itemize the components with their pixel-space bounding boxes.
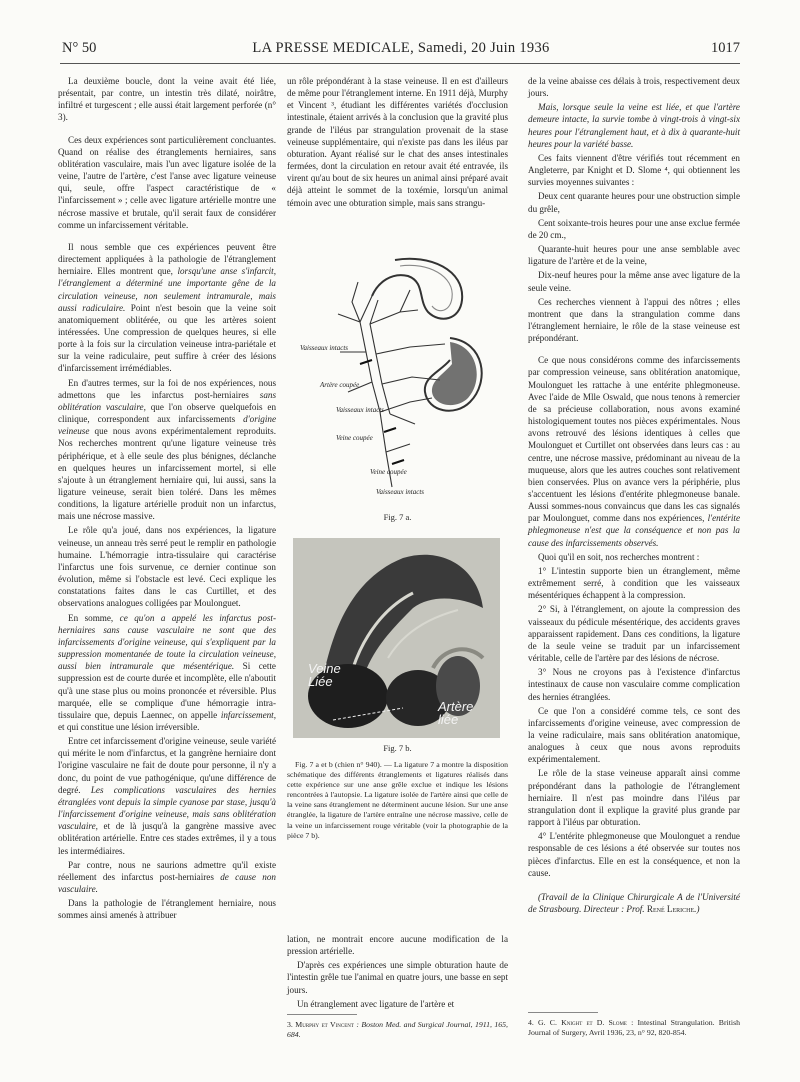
paragraph: Le rôle de la stase veineuse apparaît ainsi comme prépondérant dans la pathologie de l'étranglement herniaire. Il n'est pas moindre dans l'iléus par strangulation dont il explique la gravité plus grande par rapport à l'iléus par obturation. — [528, 768, 740, 828]
column-3 — [528, 75, 740, 917]
paragraph: de la veine abaisse ces délais à trois, respectivement deux jours. — [528, 76, 740, 99]
paragraph: Ce que nous considérons comme des infarcissements par compression veineuse, sans oblitération anatomique, Moulonguet les rattache à une entérite phlegmoneuse. Avec l'aide de Mlle Oswald, que nous tenons à remercier de sa précieuse collaboration, nous avons examiné histologiquement toutes nos pièces expérimentales. Nous avons retrouvé des lésions identiques à celles que Moulonguet et Curtillet ont observées dans leurs cas : au centre, une nécrose massive, prédominant au niveau de la muqueuse, alors que les autres couches sont relativement bien conservées. Plus on avance vers la périphérie, plus s'accentuent les lésions d'entérite phlegmoneuse banale. Aussi sommes-nous convaincus que dans les cas signalés par Moulonguet, comme dans nos expériences, l'entérite phlegmoneuse n'est que la conséquence et non pas la cause des infarcissements observés. — [528, 355, 740, 548]
photo-label-artere: Artère liée — [438, 699, 474, 727]
paragraph: lation, ne montrait encore aucune modification de la pression artérielle. — [287, 934, 508, 957]
label-vaisseaux-intacts-1: Vaisseaux intacts — [300, 344, 349, 352]
paragraph: Un étranglement avec ligature de l'artère et — [297, 998, 455, 1009]
page-header — [62, 40, 740, 60]
list-item: Quarante-huit heures pour une anse semblable avec ligature de l'artère et de la veine, — [528, 244, 740, 267]
conclusion-item: 3° Nous ne croyons pas à l'existence d'infarctus intestinaux de cause non vasculaire comme complication des hernies étranglées. — [528, 667, 740, 702]
footnote-rule — [287, 1014, 357, 1015]
paragraph: Ce que l'on a considéré comme tels, ce sont des infarcissements d'origine veineuse, avec compression de la veine radiculaire, mais sans oblitération anatomique, analogues à ceux que nous avons reproduits expérimentalement. — [528, 705, 740, 765]
footnote-rule — [528, 1012, 598, 1013]
column-2-bottom — [287, 933, 508, 1012]
column-2-top — [287, 75, 508, 211]
page-number: 1017 — [711, 40, 740, 56]
affiliation-note: (Travail de la Clinique Chirurgicale A de l'Université de Strasbourg. Directeur : Prof. René Leriche.) — [528, 891, 740, 914]
header-rule — [60, 63, 740, 64]
conclusion-item: 4° L'entérite phlegmoneuse que Moulonguet a rendue responsable de ces lésions a été observée sur toutes nos pièces d'infarctus. Elle en est la conséquence, et non la cause. — [528, 831, 740, 878]
issue-number: N° 50 — [62, 40, 97, 56]
photo-label-veine: Veine Liée — [308, 661, 341, 689]
paragraph: En somme, ce qu'on a appelé les infarctus post-herniaires sans cause vasculaire ne sont que des infarcissements d'origine veineuse, qui s'expliquent par la suppression momentanée de toute la circulation veineuse, aussi bien intramurale que mésentérique. Si cette suppression est de courte durée et incomplète, elle n'aboutit qu'à une stase plus ou moins prononcée et réversible. Plus marquée, elle se complique d'une hémorragie intra-tissulaire que, depuis Laennec, on appelle infarcissement, et qui constitue une lésion irréversible. — [58, 612, 277, 732]
paragraph: Il nous semble que ces expériences peuvent être directement appliquées à la pathologie de l'étranglement herniaire. Elles montrent que, lorsqu'une anse s'infarcit, l'étranglement a déterminé une importante gêne de la circulation veineuse, non seulement intramurale, mais aussi radiculaire. Point n'est besoin que la veine soit anatomiquement oblitérée, ou que les artères soient intéressées. Une compression de quelques heures, si elle porte à la fois sur la circulation veineuse intra-pariétale et sur la veine radiculaire, peut suffire à créer des lésions d'infarcissement irrémédiables. — [58, 241, 276, 374]
figure-7b-caption: Fig. 7 b. — [383, 743, 412, 753]
label-vaisseaux-intacts-2: Vaisseaux intacts — [336, 406, 385, 414]
paragraph: Ces recherches viennent à l'appui des nôtres ; elles montrent que dans la strangulation comme dans l'étranglement herniaire, le rôle de la stase veineuse est prépondérant. — [528, 296, 740, 344]
paragraph: Par contre, nous ne saurions admettre qu'il existe réellement des infarctus post-herniaires de cause non vasculaire. — [58, 859, 276, 894]
journal-title: LA PRESSE MEDICALE, Samedi, 20 Juin 1936 — [252, 40, 550, 56]
footnote-4: 4. G. C. Knight et D. Slome : Intestinal Strangulation. British Journal of Surgery, Avril 1936, 23, n° 92, 820-854. — [528, 1018, 740, 1037]
footnote-3: 3. Murphy et Vincent : Boston Med. and Surgical Journal, 1911, 165, 684. — [287, 1020, 508, 1039]
paragraph: Dans la pathologie de l'étranglement herniaire, nous sommes ainsi amenés à attribuer — [58, 898, 276, 921]
label-artere-coupee: Artère coupée — [320, 381, 360, 389]
paragraph: Ces faits viennent d'être vérifiés tout récemment en Angleterre, par Knight et D. Slome ⁴, qui obtiennent les survies moyennes suivantes : — [528, 152, 740, 188]
conclusion-item: 1° L'intestin supporte bien un étranglement, même extrêmement serré, à condition que les vaisseaux mésentériques échappent à la compression. — [528, 565, 740, 601]
label-veine-coupee-1: Veine coupée — [336, 434, 373, 442]
figure-legend: Fig. 7 a et b (chien n° 940). — La ligature 7 a montre la disposition schématique des différents étranglements et ligatures réalisés dans cette expérience sur une anse grêle exclue et indique les lésions rencontrées à l'autopsie. La ligature isolée de l'artère ainsi que celle de la veine sans étranglement ne déterminent aucune lésion. Sur une anse étranglée, la ligature de l'artère entraîne une nécrose massive, celle de la veine un infarcissement rouge véritable (voir la photographie de la pièce 7 b). — [287, 760, 508, 840]
figure-7a-caption: Fig. 7 a. — [383, 512, 412, 522]
column-1 — [58, 75, 276, 923]
paragraph: La deuxième boucle, dont la veine avait été liée, présentait, par contre, un intestin très dilaté, noirâtre, infiltré et turgescent ; elle aussi était largement perforée (n° 3). — [58, 76, 276, 123]
paragraph: D'après ces expériences une simple obturation haute de l'intestin grêle tue l'animal en quatre jours, une basse en sept jours. — [287, 960, 508, 995]
paragraph: un rôle prépondérant à la stase veineuse. Il en est d'ailleurs de même pour l'étranglement interne. En 1911 déjà, Murphy et Vincent ³, étudiant les différentes variétés d'occlusion intestinale, étaient arrivés à la conclusion que la gravité plus grande de l'iléus par strangulation provenait de la stase veineuse supplémentaire, qui n'existe pas dans les iléus par obturation. Ayant réalisé sur le chat des anses intestinales fermées, dont la circulation en retour avait été entravée, ils virent qu'au bout de six heures un animal ainsi préparé avait déjà atteint le sommet de la toxémie, lorsqu'un animal témoin avec une obturation simple, mais sans strangu- — [287, 76, 508, 208]
label-vaisseaux-intacts-3: Vaisseaux intacts — [376, 488, 425, 496]
paragraph: Quoi qu'il en soit, nos recherches montrent : — [538, 551, 700, 562]
list-item: Cent soixante-trois heures pour une anse exclue fermée de 20 cm., — [528, 217, 740, 240]
paragraph: Entre cet infarcissement d'origine veineuse, seule variété qui mérite le nom d'infarctus, et la gangrène herniaire dont l'origine vasculaire ne fait de doute pour personne, il n'y a donc, du point de vue pathogénique, qu'une différence de degré. Les complications vasculaires des hernies étranglées vont depuis la simple cyanose par stase, jusqu'à l'infarcissement d'origine veineuse, mais sans oblitération vasculaire, et de là jusqu'à la gangrène massive avec oblitération artérielle. Entre ces stades extrêmes, il y a tous les intermédiaires. — [58, 736, 276, 856]
paragraph: Le rôle qu'a joué, dans nos expériences, la ligature veineuse, un anneau très serré peut le remplir en pathologie humaine. L'hémorragie intra-tissulaire qui caractérise l'infarctus une fois survenue, ce dernier continue son évolution, même si l'obstacle est levé. Ceci explique les constatations faites dans le cas Curtillet, et des observations analogues colligées par Moulonguet. — [58, 525, 276, 609]
list-item: Dix-neuf heures pour la même anse avec ligature de la seule veine. — [528, 270, 740, 293]
list-item: Deux cent quarante heures pour une obstruction simple du grêle, — [528, 191, 740, 214]
label-veine-coupee-2: Veine coupée — [370, 468, 407, 476]
paragraph: Mais, lorsque seule la veine est liée, et que l'artère demeure intacte, la survie tombe à vingt-trois à vingt-six heures pour l'étranglement haut, et à dix à quarante-huit heures pour la variété basse. — [528, 102, 740, 149]
figure-7a-diagram — [300, 252, 490, 502]
paragraph: En d'autres termes, sur la foi de nos expériences, nous admettons que les infarctus post-herniaires sans oblitération vasculaire, que l'on observe quelquefois en clinique, correspondent aux infarcissements d'origine veineuse que nous avons expérimentalement reproduits. Nos recherches montrent qu'une ligature veineuse très périphérique, et à elle seule des plus bénignes, déclanche en quelques heures un infarcissement mortel, si elle s'ajoute à un étranglement herniaire qui, lui aussi, sans la ligature veineuse, serait bien toléré. Dans les mêmes conditions, la ligature artérielle produit non un infarctus, mais une nécrose massive. — [58, 377, 277, 522]
paragraph: Ces deux expériences sont particulièrement concluantes. Quand on réalise des étranglements herniaires, sans oblitération vasculaire, mais l'un avec ligature isolée de la veine, l'autre de l'artère, c'est l'anse avec ligature veineuse qui, seule, offre l'aspect caractéristique de « l'infarcissement » ; celle avec ligature artérielle montre une nécrose massive et brutale, qu'il serait faux de considérer comme un infarcissement véritable. — [58, 134, 276, 230]
conclusion-item: 2° Si, à l'étranglement, on ajoute la compression des vaisseaux du pédicule mésentérique, des accidents graves apparaissent rapidement. Dans ces conditions, la ligature de la seule veine se traduit par un infarcissement véritable, celle de l'artère par des lésions de nécrose. — [528, 604, 740, 664]
